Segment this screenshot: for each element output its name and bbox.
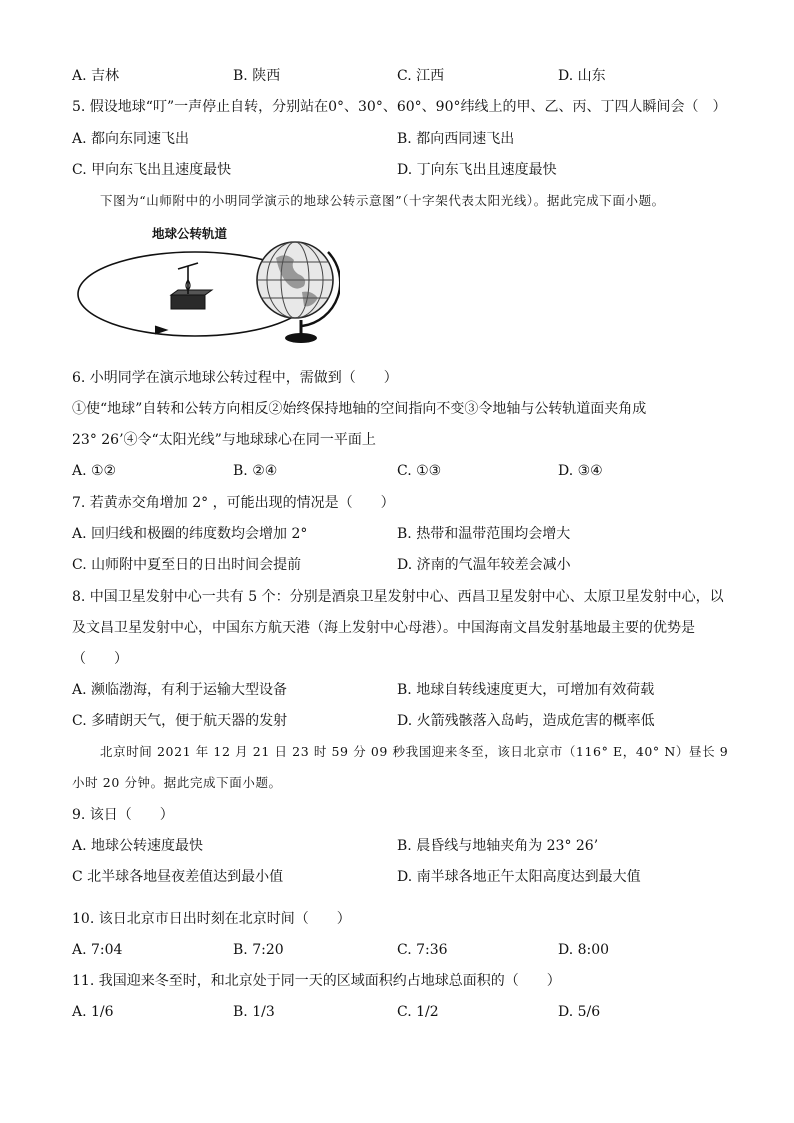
q4-option-c: C. 江西 — [397, 68, 445, 84]
q9-option-c: C 北半球各地昼夜差值达到最小值 — [72, 869, 284, 885]
q8-option-b: B. 地球自转线速度更大，可增加有效荷载 — [397, 682, 655, 698]
q4-option-b: B. 陕西 — [233, 68, 281, 84]
q7-option-d: D. 济南的气温年较差会减小 — [397, 557, 571, 573]
q11-option-a: A. 1/6 — [72, 1004, 114, 1020]
q11-option-c: C. 1/2 — [397, 1004, 439, 1020]
q6-text-line1: ①使“地球”自转和公转方向相反②始终保持地轴的空间指向不变③令地轴与公转轨道面夹角成 — [72, 401, 647, 417]
q5-option-b: B. 都向西同速飞出 — [397, 131, 515, 147]
intro-winter-solstice-line1: 北京时间 2021 年 12 月 21 日 23 时 59 分 09 秒我国迎来冬至，该日北京市（116° E，40° N）昼长 9 — [100, 744, 729, 759]
q11-stem: 11. 我国迎来冬至时，和北京处于同一天的区域面积约占地球总面积的（ ） — [72, 973, 561, 989]
intro-figure-text: 下图为“山师附中的小明同学演示的地球公转示意图”（十字架代表太阳光线）。据此完成下面小题。 — [100, 193, 665, 208]
intro-winter-solstice-line2: 小时 20 分钟。据此完成下面小题。 — [72, 775, 282, 790]
q11-option-b: B. 1/3 — [233, 1004, 275, 1020]
q6-option-d: D. ③④ — [558, 463, 603, 479]
q9-stem: 9. 该日（ ） — [72, 807, 174, 823]
globe-icon — [257, 242, 340, 343]
q10-option-d: D. 8:00 — [558, 942, 610, 958]
orbit-arrow-icon — [155, 326, 167, 334]
q5-option-a: A. 都向东同速飞出 — [72, 131, 190, 147]
q6-text-line2: 23° 26’④令“太阳光线”与地球球心在同一平面上 — [72, 432, 376, 448]
q10-option-c: C. 7:36 — [397, 942, 448, 958]
q10-option-b: B. 7:20 — [233, 942, 284, 958]
q8-text-line1: 8. 中国卫星发射中心一共有 5 个：分别是酒泉卫星发射中心、西昌卫星发射中心、太原卫星发射中心，以 — [72, 589, 724, 605]
orbit-label: 地球公转轨道 — [152, 226, 228, 241]
q9-option-d: D. 南半球各地正午太阳高度达到最大值 — [397, 869, 641, 885]
orbit-diagram — [70, 222, 340, 352]
q10-option-a: A. 7:04 — [72, 942, 123, 958]
q6-option-a: A. ①② — [72, 463, 117, 479]
q8-option-c: C. 多晴朗天气，便于航天器的发射 — [72, 713, 288, 729]
q7-stem: 7. 若黄赤交角增加 2° ，可能出现的情况是（ ） — [72, 495, 395, 511]
q6-option-c: C. ①③ — [397, 463, 442, 479]
q9-option-b: B. 晨昏线与地轴夹角为 23° 26’ — [397, 838, 599, 854]
orbit-figure — [70, 222, 340, 352]
q4-option-d: D. 山东 — [558, 68, 606, 84]
q11-option-d: D. 5/6 — [558, 1004, 601, 1020]
q5-option-c: C. 甲向东飞出且速度最快 — [72, 162, 232, 178]
q5-stem: 5. 假设地球“叮”一声停止自转，分别站在0°、30°、60°、90°纬线上的甲、乙、丙、丁四人瞬间会（ ） — [72, 99, 727, 115]
q8-text-line2: 及文昌卫星发射中心，中国东方航天港（海上发射中心母港）。中国海南文昌发射基地最主要的优势是 — [72, 620, 695, 636]
q6-stem: 6. 小明同学在演示地球公转过程中，需做到（ ） — [72, 370, 398, 386]
sunlight-cross-icon — [171, 263, 212, 309]
q7-option-c: C. 山师附中夏至日的日出时间会提前 — [72, 557, 302, 573]
q8-option-d: D. 火箭残骸落入岛屿，造成危害的概率低 — [397, 713, 655, 729]
q9-option-a: A. 地球公转速度最快 — [72, 838, 204, 854]
q7-option-a: A. 回归线和极圈的纬度数均会增加 2° — [72, 526, 308, 542]
q5-option-d: D. 丁向东飞出且速度最快 — [397, 162, 557, 178]
q8-text-line3: （ ） — [72, 651, 128, 667]
q7-option-b: B. 热带和温带范围均会增大 — [397, 526, 571, 542]
q6-option-b: B. ②④ — [233, 463, 278, 479]
q8-option-a: A. 濒临渤海，有利于运输大型设备 — [72, 682, 288, 698]
q4-option-a: A. 吉林 — [72, 68, 120, 84]
q10-stem: 10. 该日北京市日出时刻在北京时间（ ） — [72, 911, 351, 927]
